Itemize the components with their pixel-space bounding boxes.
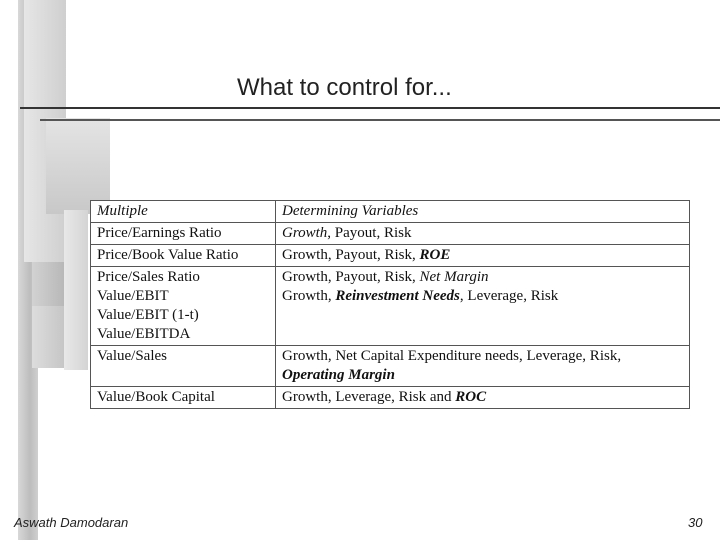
multiple-cell	[91, 387, 276, 409]
table-body	[91, 201, 690, 409]
variable-emphasis: Operating Margin	[282, 367, 395, 383]
decor-bar-4	[32, 262, 64, 306]
decor-corner	[0, 0, 18, 20]
multiple-cell	[91, 245, 276, 267]
table-row	[91, 387, 690, 409]
slide-title: What to control for...	[237, 74, 452, 101]
variables-line	[282, 224, 683, 243]
decor-bar-6	[64, 210, 88, 370]
multiple-name: Price/Sales Ratio	[97, 269, 200, 285]
variables-line	[282, 268, 683, 287]
variables-cell	[276, 267, 690, 346]
variables-cell	[276, 387, 690, 409]
variables-line	[282, 347, 683, 366]
multiple-name: Value/Book Capital	[97, 389, 215, 405]
header-multiple: Multiple	[91, 201, 276, 223]
variable-text: Growth, Payout, Risk,	[282, 269, 420, 285]
title-rule-lower	[40, 119, 720, 121]
variable-text: , Payout, Risk	[327, 225, 412, 241]
multiples-table	[90, 200, 690, 409]
variable-emphasis: ROC	[455, 389, 487, 405]
footer-author: Aswath Damodaran	[14, 515, 129, 530]
variables-line	[282, 366, 683, 385]
multiple-cell	[91, 223, 276, 245]
multiple-cell	[91, 267, 276, 346]
variables-cell	[276, 245, 690, 267]
table-row	[91, 267, 690, 346]
multiple-name: Value/EBIT	[97, 288, 169, 304]
table-row	[91, 245, 690, 267]
page-number: 30	[688, 515, 703, 530]
variable-emphasis: Reinvestment Needs	[335, 288, 460, 304]
table-header-row	[91, 201, 690, 223]
multiple-name: Value/EBITDA	[97, 326, 191, 342]
decor-bar-5	[32, 306, 64, 368]
multiple-name: Price/Earnings Ratio	[97, 225, 222, 241]
variables-line	[282, 388, 683, 407]
header-determining-variables: Determining Variables	[276, 201, 690, 223]
variable-emphasis: Growth	[282, 225, 328, 241]
multiple-name: Value/EBIT (1-t)	[97, 307, 199, 323]
variables-line	[282, 246, 683, 265]
variable-emphasis: Net Margin	[419, 269, 489, 285]
variable-text: Growth, Payout, Risk,	[282, 247, 420, 263]
variables-cell	[276, 223, 690, 245]
variable-text: Growth, Leverage, Risk and	[282, 389, 456, 405]
variables-cell	[276, 346, 690, 387]
table-row	[91, 223, 690, 245]
title-rule-upper	[20, 107, 720, 109]
multiple-name: Price/Book Value Ratio	[97, 247, 239, 263]
variable-emphasis: ROE	[419, 247, 451, 263]
multiple-name: Value/Sales	[97, 348, 167, 364]
multiple-cell	[91, 346, 276, 387]
table-row	[91, 346, 690, 387]
variables-line	[282, 287, 683, 306]
variable-text: Growth,	[282, 288, 336, 304]
variable-text: Growth, Net Capital Expenditure needs, Leverage, Risk,	[282, 348, 622, 364]
variable-text: , Leverage, Risk	[459, 288, 559, 304]
